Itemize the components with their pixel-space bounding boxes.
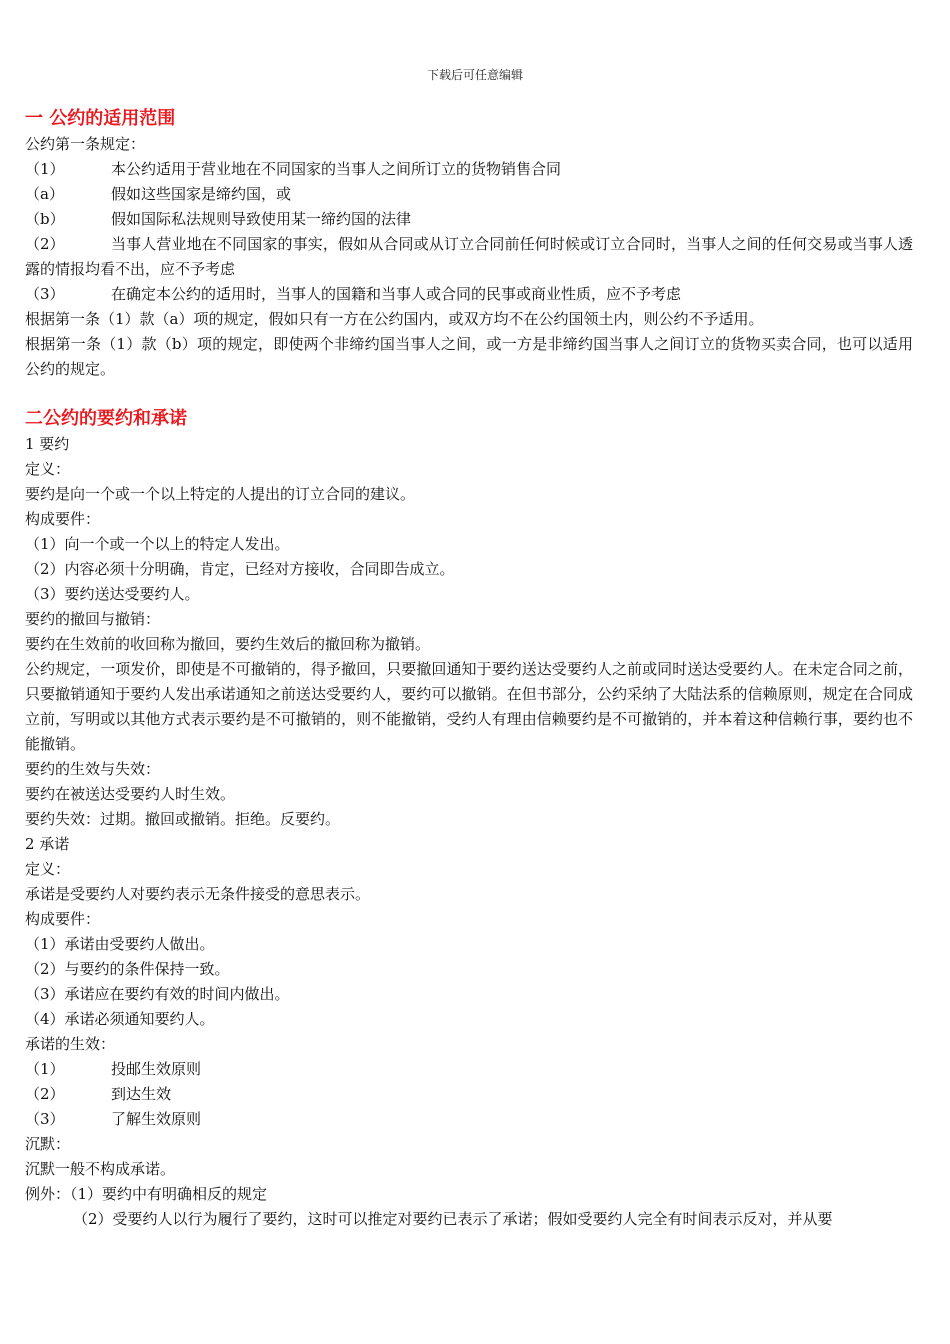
paragraph: 要约在生效前的收回称为撤回，要约生效后的撤回称为撤销。 (25, 635, 431, 653)
item-number: （1） (25, 1060, 65, 1078)
item-number: （3） (25, 285, 65, 303)
item-text: 在确定本公约的适用时，当事人的国籍和当事人或合同的民事或商业性质，应不予考虑 (111, 285, 682, 303)
paragraph: 例外：（1）要约中有明确相反的规定 (25, 1185, 268, 1203)
paragraph: （2）受要约人以行为履行了要约，这时可以推定对要约已表示了承诺；假如受要约人完全有时间表示反对，并从要 (73, 1210, 833, 1228)
list-item (25, 282, 913, 307)
paragraph: 根据第一条（1）款（a）项的规定，假如只有一方在公约国内，或双方均不在公约国领土内，则公约不予适用。 (25, 310, 764, 328)
paragraph: 承诺的生效： (25, 1035, 116, 1053)
paragraph: 要约在被送达受要约人时生效。 (25, 785, 236, 803)
item-text: 假如这些国家是缔约国，或 (111, 185, 292, 203)
item-number: （2） (25, 1085, 65, 1103)
list-item (25, 182, 913, 207)
item-number: （1） (25, 160, 65, 178)
paragraph: 2 承诺 (25, 835, 70, 853)
item-number: （3） (25, 1110, 65, 1128)
paragraph: 沉默一般不构成承诺。 (25, 1160, 176, 1178)
paragraph: （2）内容必须十分明确，肯定，已经对方接收，合同即告成立。 (25, 560, 455, 578)
item-text: 当事人营业地在不同国家的事实，假如从合同或从订立合同前任何时候或订立合同时，当事人之间的任何交易或当事人透露的情报均看不出，应不予考虑 (25, 235, 913, 278)
item-number: （a） (25, 185, 64, 203)
paragraph: （2）与要约的条件保持一致。 (25, 960, 230, 978)
paragraph: （4）承诺必须通知要约人。 (25, 1010, 215, 1028)
item-number: （2） (25, 235, 65, 253)
paragraph: 要约的撤回与撤销： (25, 610, 161, 628)
list-item (25, 207, 913, 232)
paragraph: 公约规定，一项发价，即使是不可撤销的，得予撤回，只要撤回通知于要约送达受要约人之前或同时送达受要约人。在未定合同之前，只要撤销通知于要约人发出承诺通知之前送达受要约人，要约可以撤销。在但书部分，公约采纳了大陆法系的信赖原则，规定在合同成立前，写明或以其他方式表示要约是不可撤销的，则不能撤销，受约人有理由信赖要约是不可撤销的，并本着这种信赖行事，要约也不能撤销。 (25, 660, 913, 753)
paragraph: （3）承诺应在要约有效的时间内做出。 (25, 985, 290, 1003)
paragraph: 构成要件： (25, 510, 101, 528)
item-text: 假如国际私法规则导致使用某一缔约国的法律 (111, 210, 412, 228)
paragraph: 承诺是受要约人对要约表示无条件接受的意思表示。 (25, 885, 371, 903)
paragraph: 构成要件： (25, 910, 101, 928)
section-heading-scope: 一 公约的适用范围 (25, 108, 176, 129)
paragraph: 定义： (25, 860, 71, 878)
document-body (25, 106, 913, 1232)
paragraph: 沉默： (25, 1135, 71, 1153)
item-text: 本公约适用于营业地在不同国家的当事人之间所订立的货物销售合同 (111, 160, 562, 178)
list-item (25, 1057, 913, 1082)
paragraph: （1）向一个或一个以上的特定人发出。 (25, 535, 290, 553)
list-item (25, 232, 913, 282)
paragraph: 公约第一条规定： (25, 135, 146, 153)
item-text: 投邮生效原则 (111, 1060, 202, 1078)
paragraph: （1）承诺由受要约人做出。 (25, 935, 215, 953)
paragraph: 要约失效：过期。撤回或撤销。拒绝。反要约。 (25, 810, 341, 828)
page-header: 下载后可任意编辑 (426, 68, 523, 82)
list-item (25, 157, 913, 182)
list-item (25, 1107, 913, 1132)
paragraph: 1 要约 (25, 435, 70, 453)
list-item (25, 1082, 913, 1107)
section-heading-offer-acceptance: 二公约的要约和承诺 (25, 408, 187, 429)
paragraph: 定义： (25, 460, 71, 478)
item-text: 到达生效 (111, 1085, 172, 1103)
item-text: 了解生效原则 (111, 1110, 202, 1128)
paragraph: 根据第一条（1）款（b）项的规定，即使两个非缔约国当事人之间，或一方是非缔约国当事人之间订立的货物买卖合同，也可以适用公约的规定。 (25, 335, 913, 378)
paragraph: 要约的生效与失效： (25, 760, 161, 778)
paragraph: （3）要约送达受要约人。 (25, 585, 200, 603)
spacer (25, 382, 913, 406)
item-number: （b） (25, 210, 65, 228)
paragraph: 要约是向一个或一个以上特定的人提出的订立合同的建议。 (25, 485, 416, 503)
